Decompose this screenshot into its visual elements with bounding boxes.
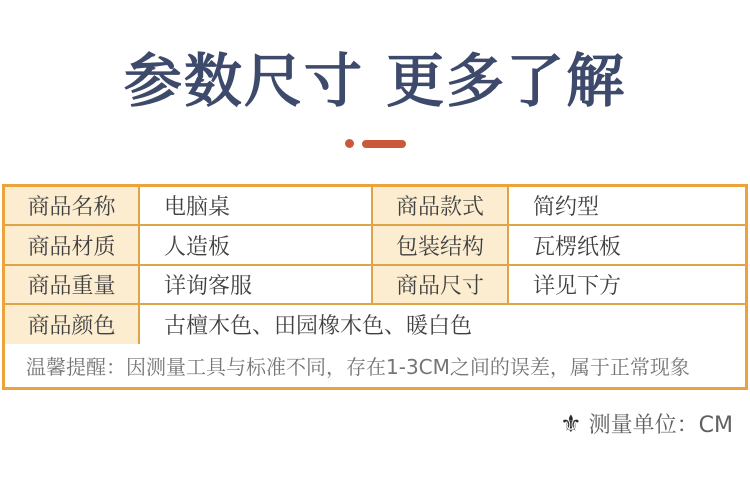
spec-value-size: 详见下方 bbox=[509, 266, 745, 305]
divider-dash bbox=[362, 140, 406, 148]
spec-label-weight: 商品重量 bbox=[5, 266, 140, 305]
spec-value-style: 简约型 bbox=[509, 187, 745, 226]
spec-label-style: 商品款式 bbox=[373, 187, 509, 226]
title-divider bbox=[0, 139, 750, 148]
spec-label-product-name: 商品名称 bbox=[5, 187, 140, 226]
spec-value-product-name: 电脑桌 bbox=[140, 187, 373, 226]
spec-value-weight: 详询客服 bbox=[140, 266, 373, 305]
spec-value-material: 人造板 bbox=[140, 226, 373, 266]
spec-label-packaging: 包装结构 bbox=[373, 226, 509, 266]
product-spec-table bbox=[2, 184, 748, 390]
measure-unit-label: 测量单位：CM bbox=[588, 413, 733, 438]
fleur-de-lis-icon: ⚜ bbox=[560, 409, 582, 438]
spec-label-size: 商品尺寸 bbox=[373, 266, 509, 305]
spec-label-color: 商品颜色 bbox=[5, 305, 140, 344]
spec-label-material: 商品材质 bbox=[5, 226, 140, 266]
page-title: 参数尺寸 更多了解 bbox=[123, 47, 627, 115]
spec-value-packaging: 瓦楞纸板 bbox=[509, 226, 745, 266]
spec-value-color: 古檀木色、田园橡木色、暖白色 bbox=[140, 305, 745, 344]
notice-text: 温馨提醒：因测量工具与标准不同，存在1-3CM之间的误差，属于正常现象 bbox=[5, 344, 745, 387]
measure-unit-note bbox=[560, 408, 733, 439]
divider-dot bbox=[345, 139, 354, 148]
